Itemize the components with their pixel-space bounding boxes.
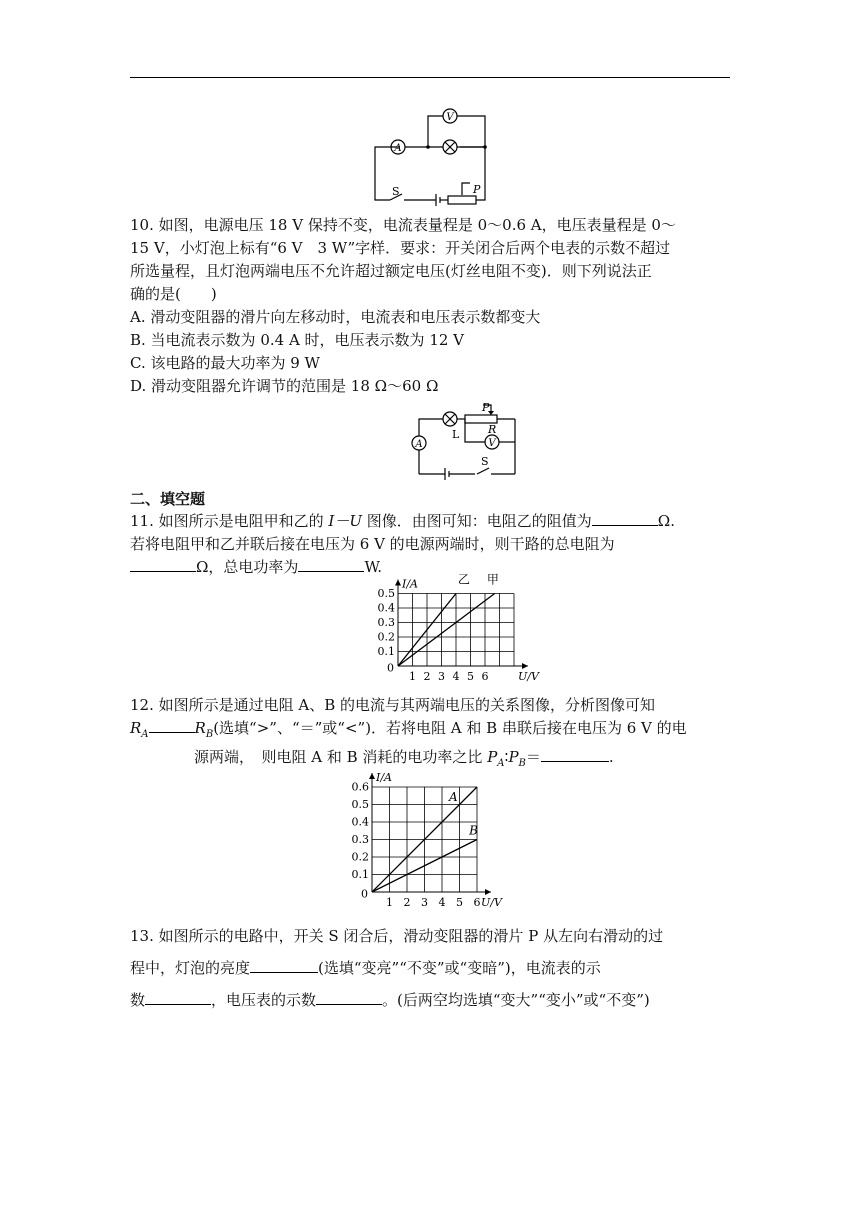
- answer-blank: [149, 717, 195, 733]
- iu-chart-2: [340, 760, 540, 910]
- series-label: 乙: [457, 572, 470, 587]
- answer-blank: [250, 957, 318, 973]
- answer-blank: [298, 556, 364, 572]
- voltmeter-label: V: [488, 438, 496, 449]
- answer-blank: [130, 556, 196, 572]
- y-axis-arrow: [395, 580, 401, 586]
- x-tick-label: 1: [386, 896, 393, 909]
- x-tick-label: 4: [452, 670, 460, 683]
- y-axis-label: I/A: [376, 771, 392, 784]
- circuit-figure-q10: [405, 402, 525, 482]
- x-axis-label: U/V: [481, 896, 502, 909]
- y-tick-label: 0.3: [351, 833, 369, 847]
- y-tick-label: 0.2: [377, 630, 395, 644]
- ammeter-label: A: [394, 143, 402, 154]
- y-axis-label: I/A: [402, 577, 418, 591]
- question-10: [130, 214, 732, 398]
- question-13: 13. 如图所示的电路中，开关 S 闭合后，滑动变阻器的滑片 P 从左向右滑动的过 程中，灯泡的亮度 (选填“变亮”“不变”或“变暗”)，电流表的示 数 ，电压表的示数 。(后两空均选填“变大”“变小”或“不变”): [130, 920, 732, 1016]
- series-label: A: [449, 790, 458, 804]
- y-tick-label: 0.5: [377, 587, 395, 601]
- y-tick-label: 0.1: [377, 645, 395, 659]
- q10-option-d: D. 滑动变阻器允许调节的范围是 18 Ω～60 Ω: [130, 377, 439, 395]
- y-tick-label: 0.3: [377, 616, 395, 630]
- iu-label: I－U: [328, 512, 362, 530]
- q10-line-1: 10. 如图，电源电压 18 V 保持不变，电流表量程是 0～0.6 A，电压表量程是 0～: [130, 216, 676, 234]
- x-axis-label: U/V: [518, 670, 539, 683]
- x-tick-label: 1: [409, 670, 416, 683]
- switch-label: S: [481, 455, 489, 468]
- q10-option-c: C. 该电路的最大功率为 9 W: [130, 354, 320, 372]
- q11-line-2: 若将电阻甲和乙并联后接在电压为 6 V 的电源两端时，则干路的总电阻为: [130, 535, 615, 553]
- x-tick-label: 2: [423, 670, 431, 683]
- answer-blank: [592, 510, 658, 526]
- x-tick-label: 6: [481, 670, 489, 683]
- x-tick-label: 4: [438, 896, 446, 909]
- x-axis-arrow: [522, 663, 528, 669]
- slider-label: P: [473, 183, 481, 196]
- series-label: 甲: [486, 572, 499, 587]
- x-tick-label: 6: [473, 896, 481, 909]
- switch-label: S: [392, 185, 400, 198]
- q10-line-4: 确的是( ): [130, 285, 217, 303]
- y-tick-label: 0.1: [351, 868, 369, 882]
- question-12: 12. 如图所示是通过电阻 A、B 的电流与其两端电压的关系图像，分析图像可知 $R_A$ $R_B$(选填“>”、“＝”或“<”)．若将电阻 A 和 B 串联后接在电压为 6 V 的电 源两端， 则电阻 A 和 B 消耗的电功率之比 $P_A∶P_B=$ .: [130, 694, 732, 775]
- y-tick-label: 0.2: [351, 850, 369, 864]
- series-label: B: [469, 823, 478, 838]
- section-2-heading: 二、填空题: [130, 490, 206, 508]
- x-tick-label: 5: [467, 670, 474, 683]
- answer-blank: [541, 746, 609, 762]
- y-tick-label: 0.4: [351, 815, 369, 829]
- rheostat-label: R: [488, 423, 497, 436]
- y-tick-label: 0.6: [351, 780, 369, 794]
- lamp-label: L: [452, 428, 460, 441]
- origin-label: 0: [361, 887, 368, 901]
- q10-option-a: A. 滑动变阻器的滑片向左移动时，电流表和电压表示数都变大: [130, 308, 541, 326]
- q10-line-3: 所选量程，且灯泡两端电压不允许超过额定电压(灯丝电阻不变)．则下列说法正: [130, 262, 652, 280]
- y-axis-arrow: [369, 773, 375, 779]
- iu-chart-1: [350, 572, 539, 688]
- answer-blank: [316, 989, 382, 1005]
- q10-line-2: 15 V，小灯泡上标有“6 V 3 W”字样．要求：开关闭合后两个电表的示数不超过: [130, 239, 671, 257]
- y-tick-label: 0.5: [351, 798, 369, 812]
- answer-blank: [145, 989, 211, 1005]
- ammeter-label: A: [415, 439, 423, 450]
- circuit-figure-top: [370, 105, 490, 210]
- voltmeter-label: V: [446, 112, 454, 123]
- x-tick-label: 2: [403, 896, 411, 909]
- question-11: 11. 如图所示是电阻甲和乙的 I－U 图像．由图可知：电阻乙的阻值为 Ω. 若将电阻甲和乙并联后接在电压为 6 V 的电源两端时，则干路的总电阻为 Ω，总电功率为 W.: [130, 510, 732, 579]
- q13-line-1: 13. 如图所示的电路中，开关 S 闭合后，滑动变阻器的滑片 P 从左向右滑动的过: [130, 927, 664, 945]
- y-tick-label: 0.4: [377, 601, 395, 615]
- x-axis-arrow: [485, 889, 491, 895]
- header-rule: [130, 77, 730, 78]
- x-tick-label: 3: [438, 670, 445, 683]
- origin-label: 0: [387, 661, 394, 675]
- x-tick-label: 5: [456, 896, 463, 909]
- slider-label: P: [482, 401, 490, 414]
- q12-line-1: 12. 如图所示是通过电阻 A、B 的电流与其两端电压的关系图像，分析图像可知: [130, 696, 656, 714]
- q10-option-b: B. 当电流表示数为 0.4 A 时，电压表示数为 12 V: [130, 331, 465, 349]
- x-tick-label: 3: [421, 896, 428, 909]
